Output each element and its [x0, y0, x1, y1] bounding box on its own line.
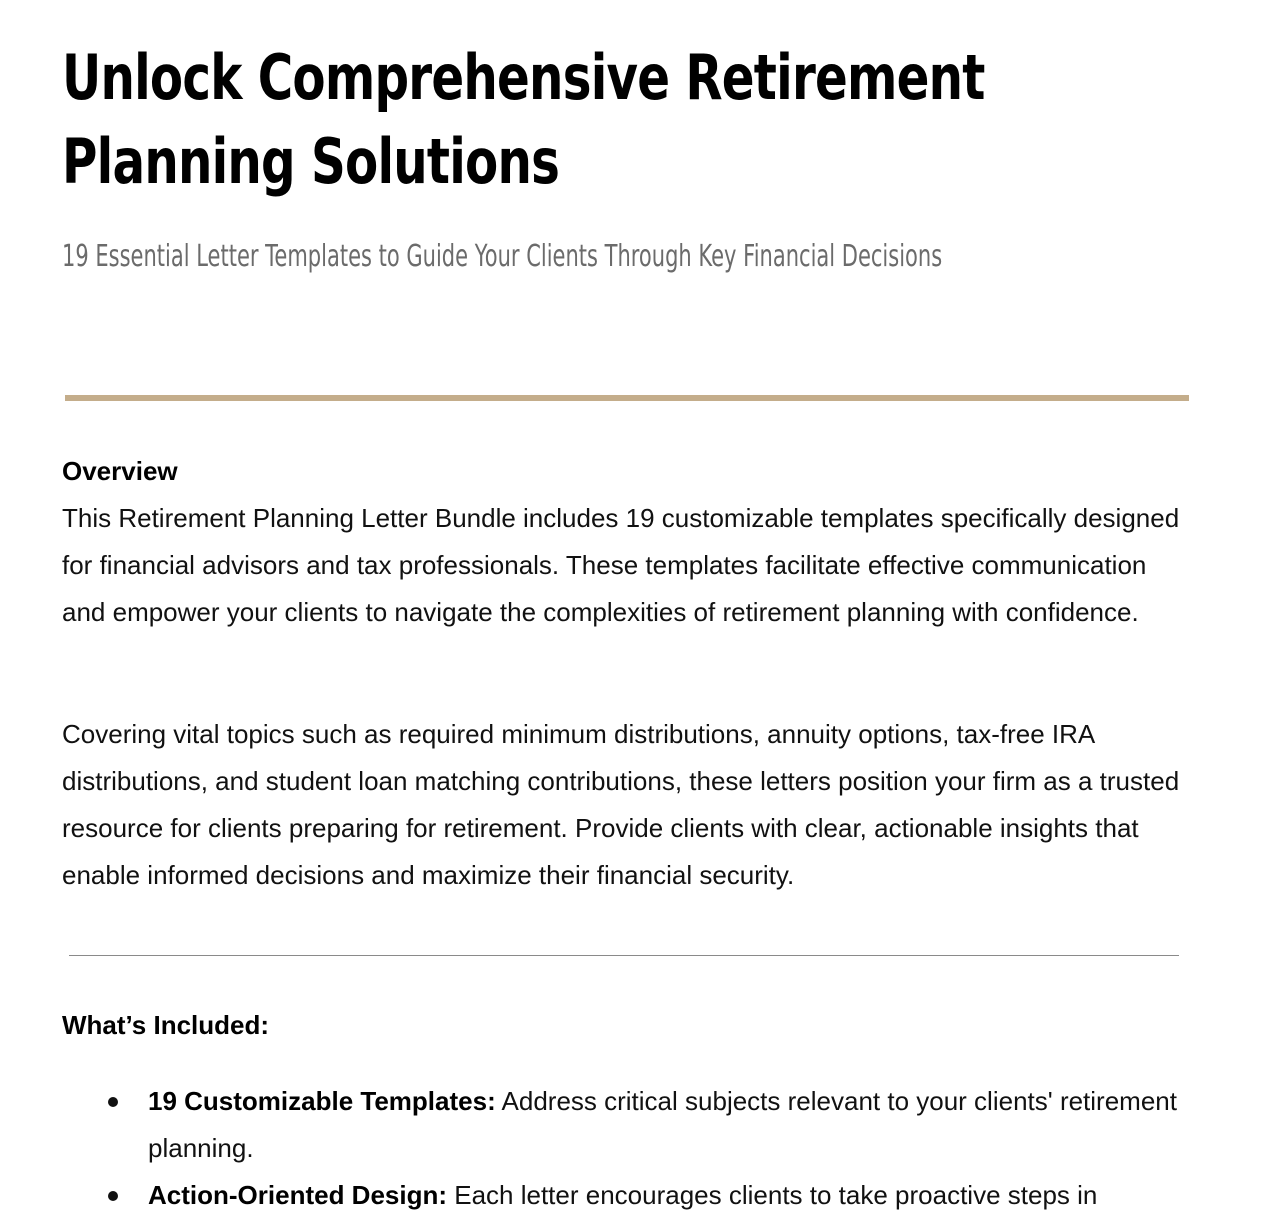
page-subtitle: 19 Essential Letter Templates to Guide Your Clients Through Key Financial Decisions — [62, 239, 943, 274]
bullet-icon — [108, 1191, 118, 1201]
overview-heading: Overview — [62, 456, 178, 486]
overview-paragraph-2: Covering vital topics such as required minimum distributions, annuity options, tax-free IRA distributions, and student loan matching contributions, these letters position your firm as a trusted resource for clients preparing for retirement. Provide clients with clear, actionable insights that enable informed decisions and maximize their financial security. — [62, 719, 1180, 890]
accent-divider — [65, 395, 1189, 401]
bullet-icon — [108, 1097, 118, 1107]
list-item — [62, 1078, 1192, 1172]
list-item — [62, 1172, 1192, 1219]
whats-included-heading: What’s Included: — [62, 1010, 270, 1040]
list-item-label: Action-Oriented Design: — [148, 1180, 448, 1210]
page-title: Unlock Comprehensive Retirement Planning Solutions — [62, 41, 985, 198]
list-item-text: Address critical subjects relevant to your clients' retirement planning. — [148, 1086, 1177, 1163]
overview-paragraph-1: This Retirement Planning Letter Bundle includes 19 customizable templates specifically designed for financial advisors and tax professionals. These templates facilitate effective communication and empower your clients to navigate the complexities of retirement planning with confidence. — [62, 503, 1180, 627]
list-item-text: Each letter encourages clients to take proactive steps in — [447, 1180, 1098, 1210]
included-list — [62, 1078, 1192, 1219]
section-divider — [69, 955, 1179, 956]
list-item-label: 19 Customizable Templates: — [148, 1086, 496, 1116]
